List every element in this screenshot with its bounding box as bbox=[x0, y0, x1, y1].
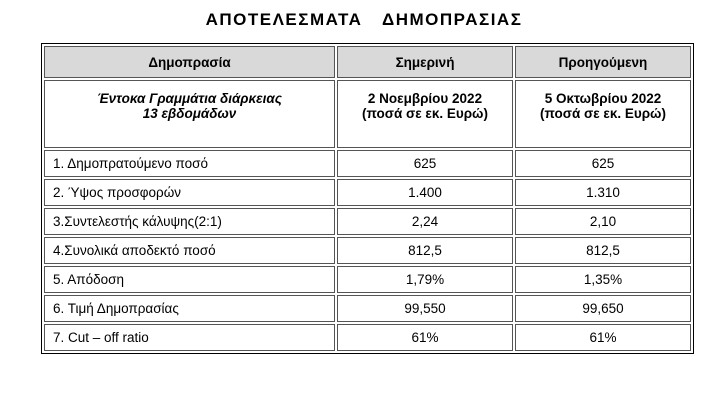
table-row bbox=[44, 150, 691, 177]
current-date-cell bbox=[337, 80, 513, 148]
previous-date: 5 Οκτωβρίου 2022 bbox=[544, 91, 662, 106]
table-row bbox=[44, 179, 691, 206]
row-label: 5. Απόδοση bbox=[44, 266, 335, 293]
page-title: ΑΠΟΤΕΛΕΣΜΑΤΑ ΔΗΜΟΠΡΑΣΙΑΣ bbox=[205, 10, 523, 29]
row-previous-value: 1.310 bbox=[515, 179, 691, 206]
instrument-cell bbox=[44, 80, 335, 148]
table-row bbox=[44, 208, 691, 235]
row-current-value: 2,24 bbox=[337, 208, 513, 235]
row-previous-value: 1,35% bbox=[515, 266, 691, 293]
table-row bbox=[44, 237, 691, 264]
row-label: 6. Τιμή Δημοπρασίας bbox=[44, 295, 335, 322]
table-subheader-row bbox=[44, 80, 691, 148]
row-label: 7. Cut – off ratio bbox=[44, 324, 335, 351]
table-row bbox=[44, 324, 691, 351]
row-label: 2. Ύψος προσφορών bbox=[44, 179, 335, 206]
header-auction: Δημοπρασία bbox=[44, 46, 335, 78]
row-label: 1. Δημοπρατούμενο ποσό bbox=[44, 150, 335, 177]
row-label: 3.Συντελεστής κάλυψης(2:1) bbox=[44, 208, 335, 235]
table-row bbox=[44, 266, 691, 293]
table-header-row bbox=[44, 46, 691, 78]
table-row bbox=[44, 295, 691, 322]
row-current-value: 812,5 bbox=[337, 237, 513, 264]
row-current-value: 1,79% bbox=[337, 266, 513, 293]
row-current-value: 625 bbox=[337, 150, 513, 177]
row-previous-value: 812,5 bbox=[515, 237, 691, 264]
instrument-line-1: Έντοκα Γραμμάτια διάρκειας bbox=[97, 91, 282, 106]
row-current-value: 99,550 bbox=[337, 295, 513, 322]
row-current-value: 61% bbox=[337, 324, 513, 351]
row-previous-value: 625 bbox=[515, 150, 691, 177]
previous-unit: (ποσά σε εκ. Ευρώ) bbox=[540, 106, 666, 121]
header-previous: Προηγούμενη bbox=[515, 46, 691, 78]
row-previous-value: 2,10 bbox=[515, 208, 691, 235]
row-previous-value: 99,650 bbox=[515, 295, 691, 322]
current-unit: (ποσά σε εκ. Ευρώ) bbox=[362, 106, 488, 121]
auction-results-table bbox=[41, 43, 694, 354]
header-current: Σημερινή bbox=[337, 46, 513, 78]
row-previous-value: 61% bbox=[515, 324, 691, 351]
row-current-value: 1.400 bbox=[337, 179, 513, 206]
instrument-line-2: 13 εβδομάδων bbox=[142, 106, 237, 121]
row-label: 4.Συνολικά αποδεκτό ποσό bbox=[44, 237, 335, 264]
current-date: 2 Νοεμβρίου 2022 bbox=[367, 91, 483, 106]
previous-date-cell bbox=[515, 80, 691, 148]
